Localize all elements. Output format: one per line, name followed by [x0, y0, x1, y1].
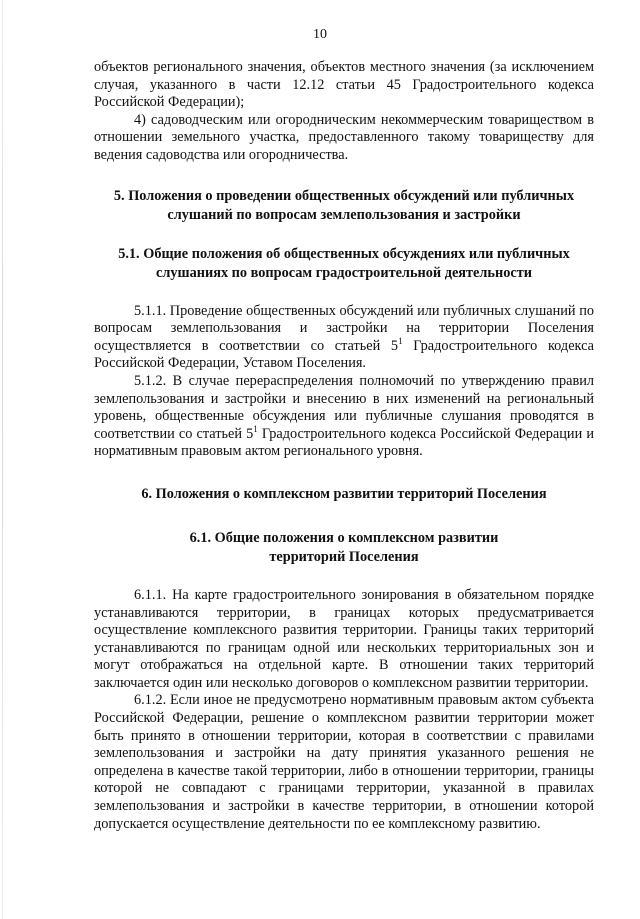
clause-5-1-1-text-end: Градостроительного кодекса Российской Федерации, Уставом Поселения.	[94, 337, 594, 372]
clause-5-1-1-text: 5.1.1. Проведение общественных обсуждений или публичных слушаний по вопросам землепользования и застройки на территории Поселения осуществляется в соответствии со статьей 5	[94, 302, 594, 354]
clause-5-1-2-superscript: 1	[253, 423, 258, 434]
clause-5-1-1-superscript: 1	[398, 335, 403, 346]
section-5-heading: 5. Положения о проведении общественных обсуждений или публичных слушаний по вопросам землепользования и застройки	[113, 187, 575, 223]
section-6-1-heading-line-2: территорий Поселения	[269, 548, 419, 565]
section-5-1-heading: 5.1. Общие положения об общественных обсуждениях или публичных слушаниях по вопросам градостроительной деятельности	[118, 245, 570, 281]
document-body	[94, 59, 594, 833]
scan-edge	[2, 0, 3, 919]
section-6-1-heading-line-1: 6.1. Общие положения о комплексном развитии	[189, 529, 499, 546]
clause-5-1-2-text: 5.1.2. В случае перераспределения полномочий по утверждению правил землепользования и застройки и внесению в них изменений на региональный уровень, общественные обсуждения или публичные слушания проводятся в соответствии со статьей 5	[94, 372, 594, 442]
page-number: 10	[313, 27, 327, 42]
clause-6-1-2: 6.1.2. Если иное не предусмотрено нормативным правовым актом субъекта Российской Федерации, решение о комплексном развитии территории может быть принято в отношении территории, которая в соответствии с правилами землепользования и застройки на дату принятия указанного решения не определена в качестве такой территории, либо в отношении территории, границы которой не совпадают с границами территории, указанной в правилах землепользования и застройки в качестве территории, в отношении которой допускается осуществление деятельности по ее комплексному развитию.	[94, 692, 594, 832]
clause-6-1-1: 6.1.1. На карте градостроительного зонирования в обязательном порядке устанавливаются территории, в границах которых предусматривается осуществление комплексного развития территории. Границы таких территорий устанавливаются по границам одной или нескольких территориальных зон и могут отображаться на отдельной карте. В отношении таких территорий заключается один или несколько договоров о комплексном развитии территории.	[94, 586, 594, 691]
section-6-heading: 6. Положения о комплексном развитии территорий Поселения	[141, 485, 547, 502]
intro-paragraph-2: 4) садоводческим или огородническим некоммерческим товариществом в отношении земельного участка, предоставленного такому товариществу для ведения садоводства или огородничества.	[94, 111, 594, 163]
clause-5-1-2-text-end: Градостроительного кодекса Российской Федерации и нормативным правовым актом регионального уровня.	[94, 425, 594, 460]
clause-5-1-2	[94, 373, 594, 461]
intro-paragraph-1: объектов регионального значения, объектов местного значения (за исключением случая, указанного в части 12.12 статьи 45 Градостроительного кодекса Российской Федерации);	[94, 59, 594, 111]
clause-5-1-1	[94, 303, 594, 373]
